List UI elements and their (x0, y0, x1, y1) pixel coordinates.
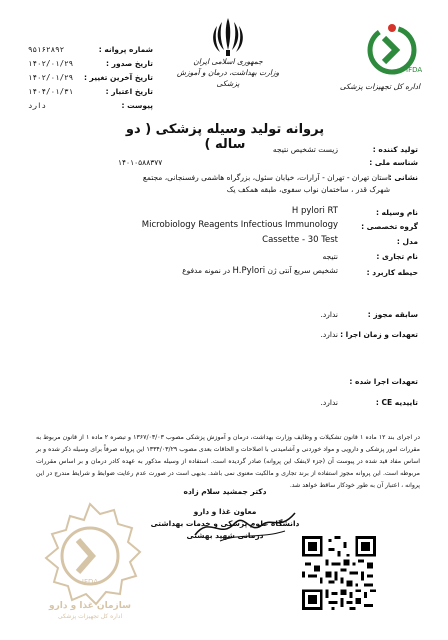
brand-label: نام تجاری : (376, 252, 418, 261)
executed-label: تعهدات اجرا شده : (349, 377, 418, 386)
meta-row (28, 70, 153, 84)
signer-role: معاون غذا و دارو (193, 507, 257, 516)
category-value: Microbiology Reagents Infectious Immunology (141, 220, 338, 230)
ifda-logo-text: IFDA (406, 66, 422, 74)
issue-date: ۱۴۰۲/۰۱/۲۹ (28, 58, 74, 68)
iran-emblem-icon (208, 14, 248, 58)
signer-name: دکتر جمشید سلام زاده (183, 487, 267, 496)
ifda-logo-icon (362, 20, 422, 80)
scope-value (118, 266, 338, 276)
ce-value: ندارد. (320, 398, 338, 407)
legal-text: در اجرای بند ۱۲ ماده ۱ قانون تشکیلات و وظایف وزارت بهداشت، درمان و آموزش پزشکی مصوب ۱۳۶۷/۰۳/۰۳ و تبصره ۲ ماده ۱ از قانون مربوط به مقررات امور پزشکی و دارویی و مواد خوردنی و آشامیدنی با اصلاحات و الحاقات بعدی مصوب ۱۳۳۴/۰۳/۲۹ این پروانه صرفاً برای وسیله ذکر شده و بر اساس مفاد قید شده در پیوست آن (جزء لاینفک این پروانه) صادر گردیده است. استفاده از وسیله مذکور به عهده کادر درمان و بر اساس مقررات مربوطه است. این پروانه مجوز استفاده از برند تجاری و مالکیت معنوی نمی باشد. بدیهی است در صورت عدم رعایت ضوابط و شرایط مندرج در این پروانه ، اعتبار آن به طور خودکار ساقط خواهد شد. (36, 434, 421, 489)
model-value: Cassette - 30 Test (262, 235, 338, 245)
model-label: مدل : (396, 237, 418, 246)
ministry-line2: وزارت بهداشت، درمان و آموزش پزشکی (176, 68, 280, 88)
page-title: پروانه تولید وسیله پزشکی ( دو ساله ) (125, 122, 325, 152)
address-value: استان تهران - تهران - آرارات، خیابان سئول، بزرگراه هاشمی رفسنجانی، مجتمع شهرک قدر ، ساختمان نواب سفوی، طبقه همکف یک (142, 173, 390, 194)
category-label: گروه تخصصی : (361, 222, 418, 231)
scope-value-part2: تشخیص سریع آنتی ژن (267, 266, 338, 275)
ministry-heading (168, 56, 288, 89)
license-number-label: شماره پروانه : (98, 44, 153, 54)
national-id-label: شناسه ملی : (369, 158, 418, 167)
fda-caption: اداره کل تجهیزات پزشکی (339, 82, 421, 91)
ministry-line1: جمهوری اسلامی ایران (193, 57, 263, 66)
meta-row (28, 42, 153, 56)
national-id-value: ۱۴۰۱۰۵۸۸۳۷۷ (118, 158, 163, 167)
last-change-date: ۱۴۰۲/۰۱/۲۹ (28, 72, 74, 82)
scope-value-part1: در نمونه مدفوع (182, 266, 231, 275)
producer-value: زیست تشخیص نتیجه (272, 145, 338, 154)
commitments-value: ندارد. (320, 330, 338, 339)
producer-label: تولید کننده : (372, 145, 418, 154)
device-name-label: نام وسیله : (375, 208, 418, 217)
commitments-label: تعهدات و زمان اجرا : (340, 330, 418, 339)
signer-org: دانشگاه علوم پزشکی و خدمات بهداشتی درمانی شهید بهشتی (150, 519, 300, 540)
attachment-label: پیوست : (121, 100, 153, 110)
qr-code-icon (302, 536, 376, 610)
signature-icon (190, 505, 300, 545)
address-label: نشانی : (388, 173, 418, 182)
license-number: ۹۵۱۶۲۸۹۲ (28, 44, 65, 54)
validity-date: ۱۴۰۴/۰۱/۳۱ (28, 86, 74, 96)
attachment-value: دارد (28, 100, 47, 110)
official-stamp-icon (30, 500, 150, 620)
license-history-label: سابقه مجوز : (367, 310, 418, 319)
last-change-label: تاریخ آخرین تغییر : (83, 72, 153, 82)
device-name-value: H pylori RT (291, 206, 338, 216)
meta-row (28, 56, 153, 70)
stamp-subtitle: اداره کل تجهیزات پزشکی (57, 613, 123, 620)
validity-label: تاریخ اعتبار : (105, 86, 153, 96)
stamp-logo-text: IFDA (81, 578, 99, 586)
license-meta (28, 42, 153, 112)
scope-label: حیطه کاربرد : (366, 268, 418, 277)
meta-row (28, 84, 153, 98)
license-history-value: ندارد. (320, 310, 338, 319)
stamp-title: سازمان غذا و دارو (49, 601, 131, 611)
scope-value-pathogen: H.Pylori (232, 266, 266, 276)
brand-value: نتیجه (322, 252, 338, 261)
issue-date-label: تاریخ صدور : (106, 58, 153, 68)
meta-row (28, 98, 153, 112)
ce-label: تاییدیه CE : (375, 398, 418, 407)
